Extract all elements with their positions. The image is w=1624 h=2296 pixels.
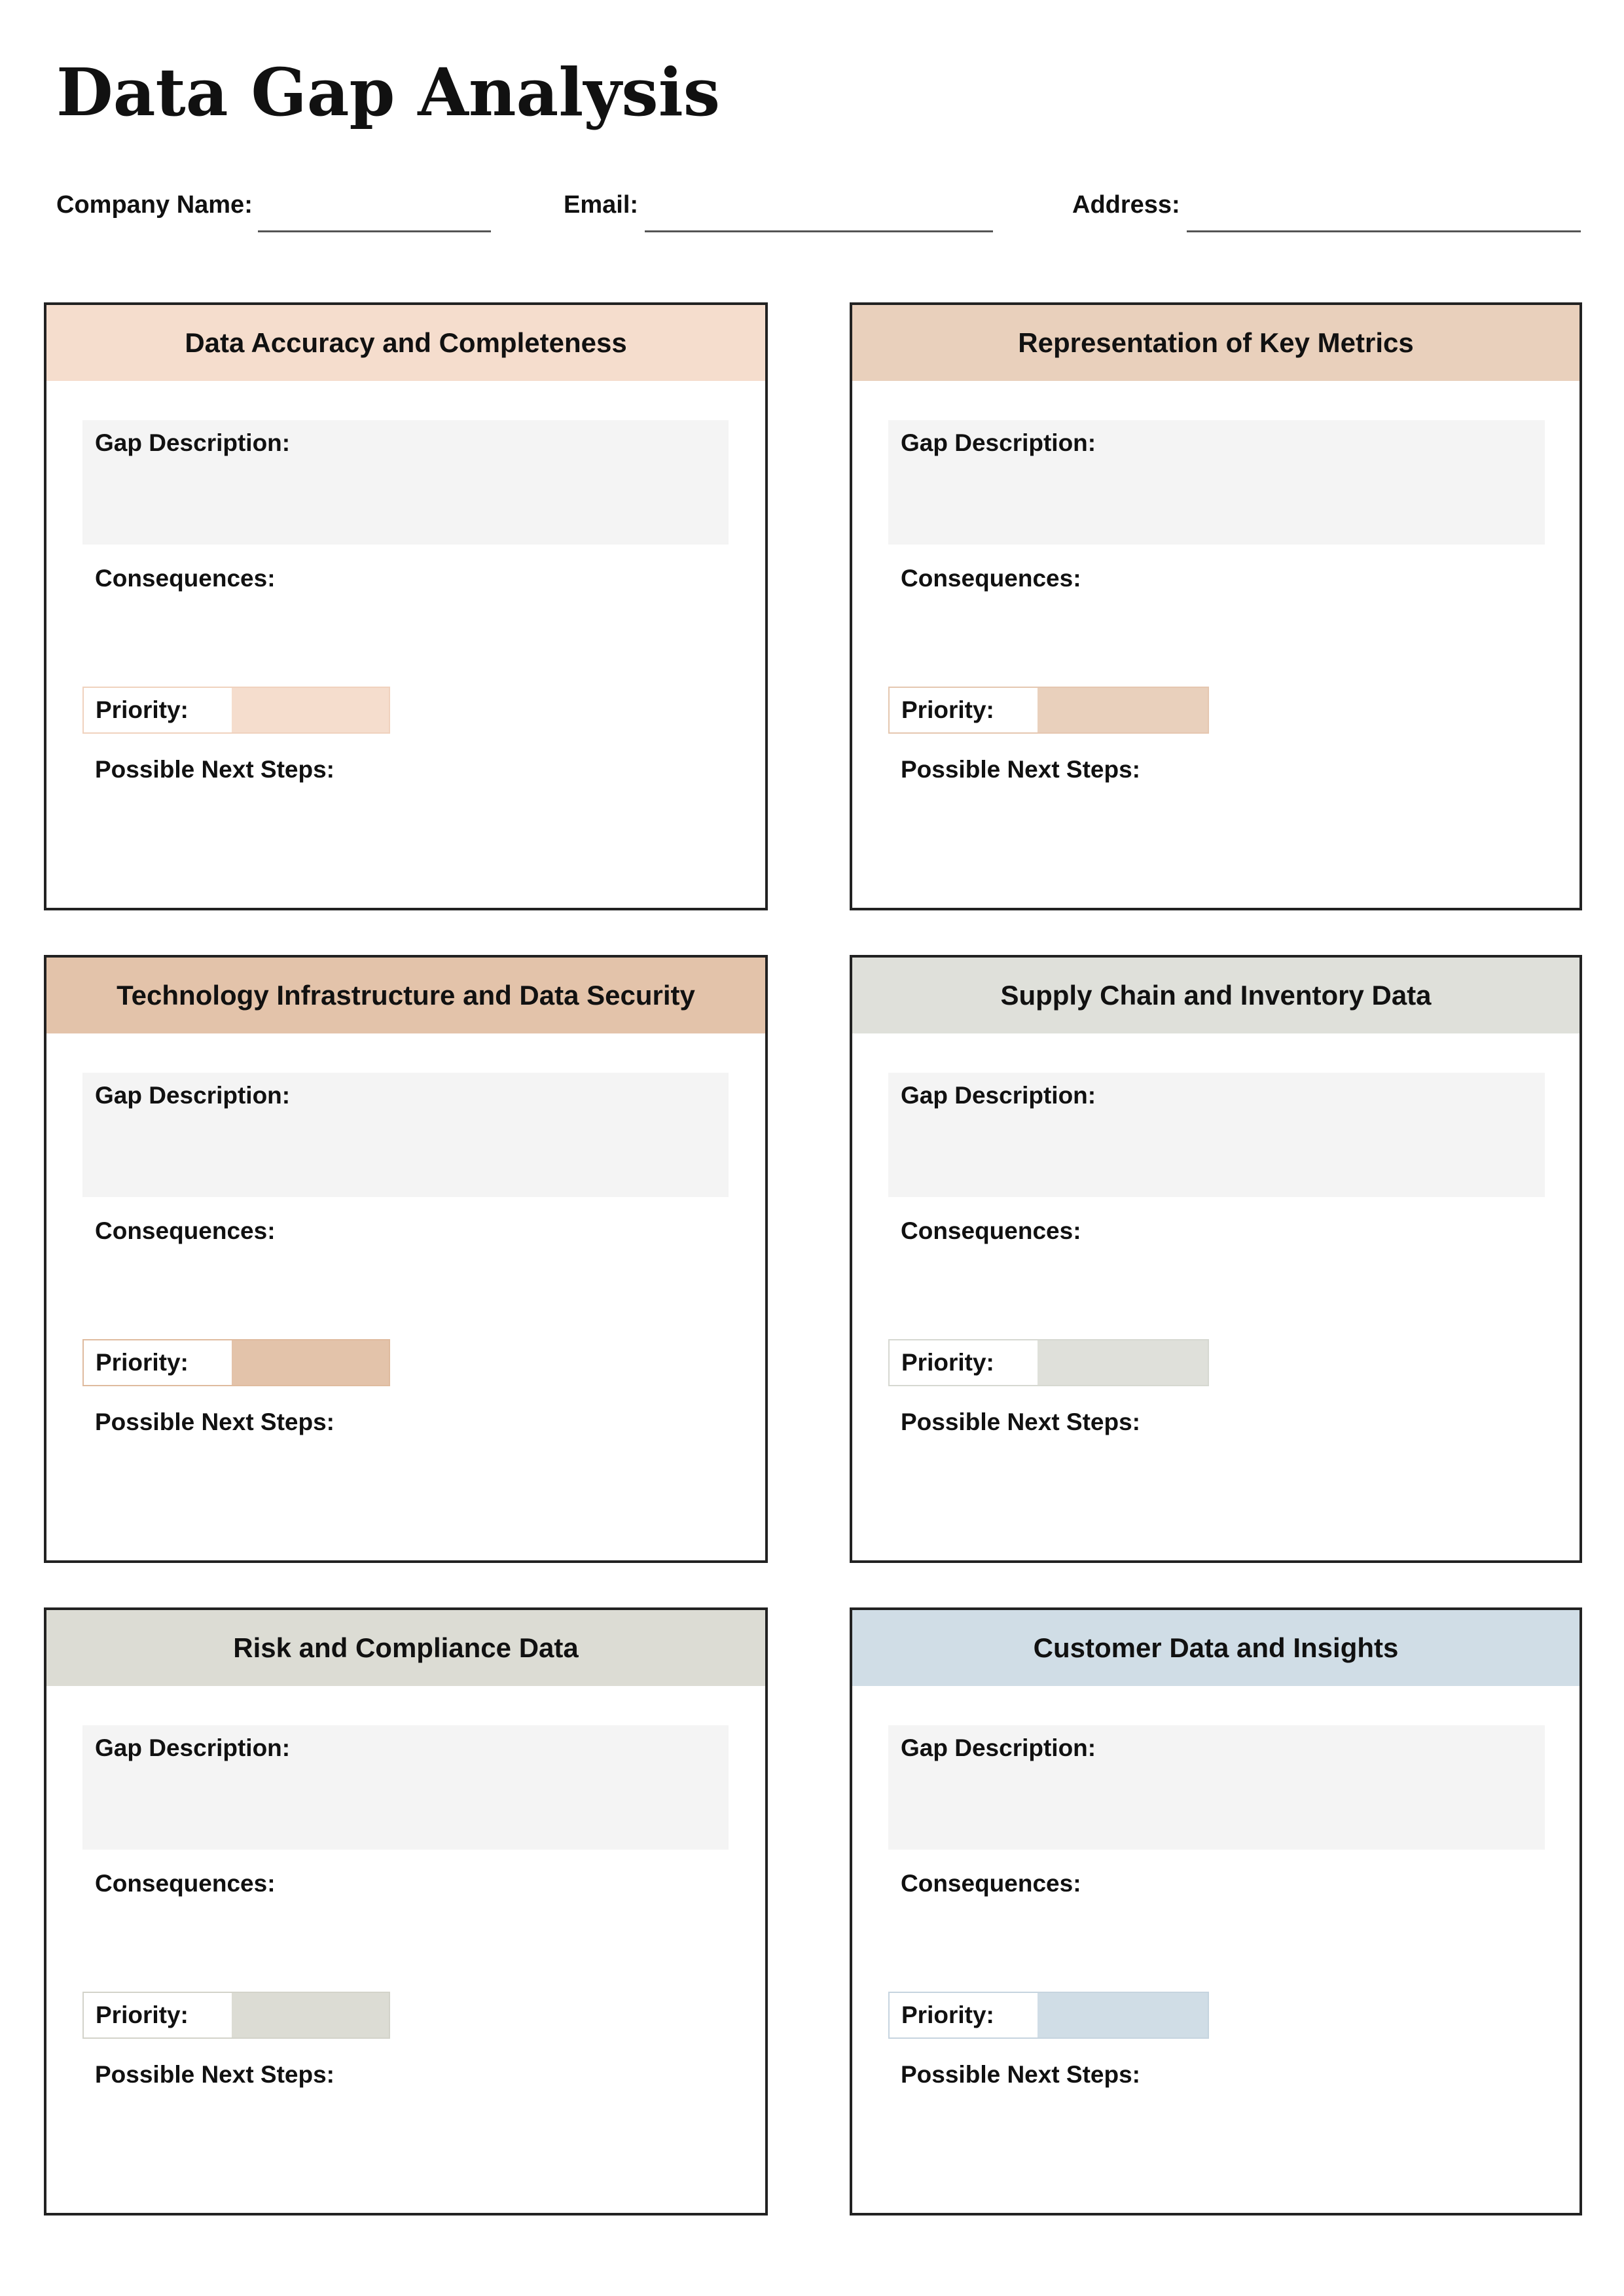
gap-description-box[interactable] — [888, 1073, 1545, 1197]
email-label: Email: — [564, 191, 639, 219]
next-steps-label: Possible Next Steps: — [901, 2061, 1141, 2088]
gap-card-data-accuracy — [44, 302, 768, 910]
priority-label: Priority: — [84, 1340, 232, 1385]
consequences-label: Consequences: — [901, 1217, 1081, 1244]
gap-card-risk-compliance — [44, 1607, 768, 2215]
card-title: Customer Data and Insights — [852, 1610, 1579, 1686]
priority-field[interactable] — [82, 1339, 390, 1386]
next-steps-label: Possible Next Steps: — [95, 1408, 335, 1435]
next-steps-label: Possible Next Steps: — [95, 2061, 335, 2088]
priority-value-box[interactable] — [232, 1993, 389, 2037]
priority-label: Priority: — [84, 688, 232, 732]
priority-value-box[interactable] — [1038, 1993, 1208, 2037]
consequences-label: Consequences: — [901, 1870, 1081, 1897]
gap-description-label: Gap Description: — [901, 1082, 1096, 1109]
priority-label: Priority: — [890, 1340, 1038, 1385]
gap-card-technology-security — [44, 955, 768, 1563]
card-title: Supply Chain and Inventory Data — [852, 958, 1579, 1033]
address-line — [1187, 230, 1581, 232]
address-field[interactable] — [1187, 196, 1583, 230]
gap-description-box[interactable] — [82, 420, 729, 545]
gap-description-box[interactable] — [888, 420, 1545, 545]
address-label: Address: — [1072, 191, 1180, 219]
next-steps-label: Possible Next Steps: — [901, 756, 1141, 783]
email-field[interactable] — [645, 196, 996, 230]
priority-field[interactable] — [82, 1992, 390, 2039]
email-line — [645, 230, 993, 232]
card-title: Representation of Key Metrics — [852, 305, 1579, 381]
priority-value-box[interactable] — [232, 1340, 389, 1385]
company-name-line — [258, 230, 491, 232]
consequences-label: Consequences: — [901, 565, 1081, 592]
gap-description-box[interactable] — [82, 1725, 729, 1850]
next-steps-label: Possible Next Steps: — [901, 1408, 1141, 1435]
consequences-label: Consequences: — [95, 1870, 276, 1897]
company-name-label: Company Name: — [56, 191, 253, 219]
card-title: Technology Infrastructure and Data Security — [46, 958, 765, 1033]
priority-field[interactable] — [82, 687, 390, 734]
page-title: Data Gap Analysis — [56, 54, 721, 131]
gap-description-label: Gap Description: — [95, 1082, 291, 1109]
priority-label: Priority: — [890, 688, 1038, 732]
gap-description-label: Gap Description: — [95, 1734, 291, 1761]
priority-label: Priority: — [84, 1993, 232, 2037]
gap-description-box[interactable] — [82, 1073, 729, 1197]
consequences-label: Consequences: — [95, 565, 276, 592]
gap-description-label: Gap Description: — [901, 1734, 1096, 1761]
gap-card-supply-chain — [850, 955, 1582, 1563]
priority-field[interactable] — [888, 1992, 1209, 2039]
priority-field[interactable] — [888, 687, 1209, 734]
priority-label: Priority: — [890, 1993, 1038, 2037]
gap-description-label: Gap Description: — [95, 429, 291, 456]
company-name-field[interactable] — [258, 196, 494, 230]
priority-value-box[interactable] — [1038, 1340, 1208, 1385]
card-title: Risk and Compliance Data — [46, 1610, 765, 1686]
gap-description-box[interactable] — [888, 1725, 1545, 1850]
card-title: Data Accuracy and Completeness — [46, 305, 765, 381]
priority-field[interactable] — [888, 1339, 1209, 1386]
gap-card-key-metrics — [850, 302, 1582, 910]
priority-value-box[interactable] — [1038, 688, 1208, 732]
gap-description-label: Gap Description: — [901, 429, 1096, 456]
next-steps-label: Possible Next Steps: — [95, 756, 335, 783]
gap-card-customer-data — [850, 1607, 1582, 2215]
priority-value-box[interactable] — [232, 688, 389, 732]
consequences-label: Consequences: — [95, 1217, 276, 1244]
